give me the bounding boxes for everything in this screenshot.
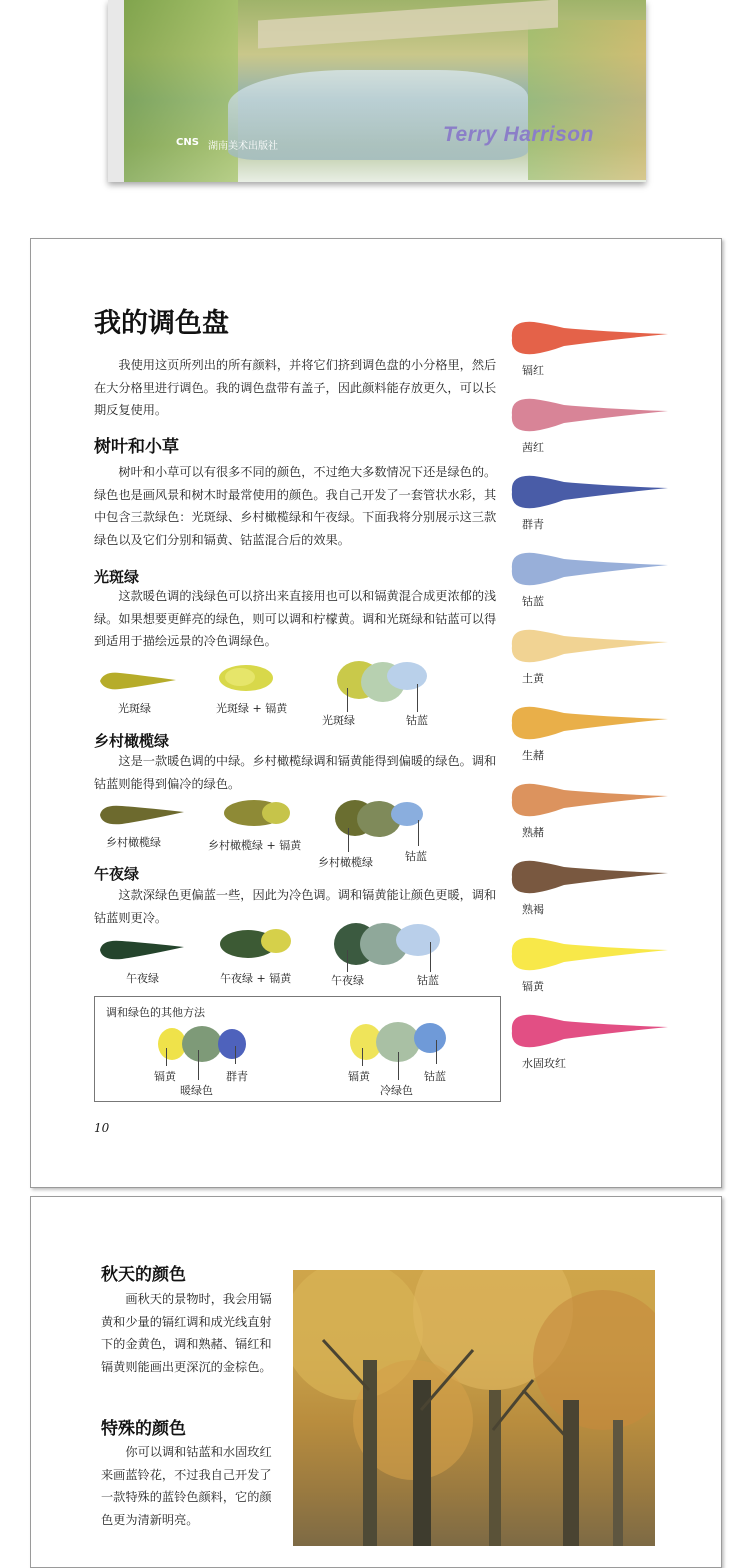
- section-paragraph: 树叶和小草可以有很多不同的颜色，不过绝大多数情况下还是绿色的。绿色也是画风景和树木时最常使用的颜色。我自己开发了一套管状水彩，其中包含三款绿色：光斑绿、乡村橄榄绿和午夜绿。下面我将分别展示这三款绿色以及它们分别和镉黄、钴蓝混合后的效果。: [94, 465, 497, 547]
- green-2-label-a: 乡村橄榄绿: [106, 836, 161, 849]
- palette-swatch: [508, 855, 678, 925]
- special-heading: 特殊的颜色: [101, 1419, 186, 1439]
- green-3-label-a: 午夜绿: [126, 972, 159, 985]
- green-1-paragraph: 这款暖色调的浅绿色可以挤出来直接用也可以和镉黄混合成更浓郁的浅绿。如果想要更鲜亮的绿色，则可以调和柠檬黄。调和光斑绿和钴蓝可以得到适用于描绘远景的冷色调绿色。: [94, 589, 497, 648]
- green-2-label-b: 乡村橄榄绿 + 镉黄: [208, 839, 302, 852]
- mix-left-label-1: 暖绿色: [180, 1084, 213, 1097]
- palette-label: 镉红: [522, 364, 544, 377]
- green-1-label-a: 光斑绿: [118, 702, 151, 715]
- green-2-heading: 乡村橄榄绿: [94, 732, 170, 750]
- palette-swatch: [508, 316, 678, 386]
- mix-box-title: 调和绿色的其他方法: [106, 1006, 205, 1019]
- mix-left-label-0: 镉黄: [154, 1070, 176, 1083]
- palette-stroke: [512, 553, 668, 585]
- book-cover-image: [108, 0, 646, 182]
- mix-right-pointer-a: [362, 1048, 363, 1066]
- cover-grass-right: [528, 20, 646, 180]
- palette-stroke: [512, 476, 668, 508]
- green-2-pointer-a: [348, 828, 349, 852]
- palette-stroke: [512, 938, 668, 970]
- cover-author: Terry Harrison: [443, 123, 594, 146]
- palette-swatch: [508, 932, 678, 1002]
- cover-spine: [108, 0, 124, 182]
- palette-column: [508, 316, 678, 1086]
- page-number: 10: [94, 1121, 110, 1135]
- special-paragraph: 你可以调和钴蓝和水固玫红来画蓝铃花，不过我自己开发了一款特殊的蓝铃色颜料，它的颜色更为清新明亮。: [101, 1445, 272, 1527]
- palette-stroke: [512, 1015, 668, 1047]
- mix-right-pointer-c: [436, 1040, 437, 1064]
- green-3-label-c2: 钴蓝: [417, 974, 439, 987]
- mix-right-label-1: 冷绿色: [380, 1084, 413, 1097]
- palette-swatch: [508, 701, 678, 771]
- palette-stroke: [512, 861, 668, 893]
- green-3-label-c1: 午夜绿: [331, 974, 364, 987]
- page-title: 我的调色盘: [94, 308, 229, 339]
- palette-stroke: [512, 322, 668, 354]
- green-1-yellow-swatch: [218, 664, 276, 692]
- green-1-pointer-a: [347, 688, 348, 712]
- palette-label: 茜红: [522, 441, 544, 454]
- autumn-paragraph: 画秋天的景物时，我会用镉黄和少量的镉红调和成光线直射下的金黄色，调和熟赭、镉红和镉黄则能画出更深沉的金棕色。: [101, 1292, 272, 1374]
- palette-label: 群青: [522, 518, 544, 531]
- mix-left-pointer-a: [166, 1048, 167, 1066]
- green-2-label-c2: 钴蓝: [405, 850, 427, 863]
- palette-label: 熟褐: [522, 903, 544, 916]
- palette-stroke: [512, 707, 668, 739]
- green-1-heading: 光斑绿: [94, 568, 140, 586]
- green-3-pointer-b: [430, 942, 431, 972]
- palette-label: 生赭: [522, 749, 544, 762]
- green-2-label-c1: 乡村橄榄绿: [318, 856, 373, 869]
- green-1-label-c2: 钴蓝: [406, 714, 428, 727]
- mix-left-label-2: 群青: [226, 1070, 248, 1083]
- green-3-swatch: [98, 937, 186, 963]
- palette-stroke: [512, 399, 668, 431]
- palette-label: 土黄: [522, 672, 544, 685]
- green-3-yellow-swatch: [218, 926, 292, 960]
- green-1-label-b: 光斑绿 + 镉黄: [216, 702, 288, 715]
- mix-right-pointer-b: [398, 1052, 399, 1080]
- section-heading: 树叶和小草: [94, 437, 179, 457]
- cover-grass: [108, 0, 238, 182]
- palette-swatch: [508, 624, 678, 694]
- mix-left-pointer-c: [235, 1046, 236, 1064]
- green-2-yellow-swatch: [222, 798, 292, 828]
- green-1-swatch: [98, 669, 178, 693]
- green-3-paragraph: 这款深绿色更偏蓝一些，因此为冷色调。调和镉黄能让颜色更暖，调和钴蓝则更冷。: [94, 888, 497, 925]
- green-1-blue-swatch: [335, 660, 430, 704]
- green-2-swatch: [98, 802, 186, 828]
- palette-stroke: [512, 630, 668, 662]
- intro-paragraph: 我使用这页所列出的所有颜料，并将它们挤到调色盘的小分格里，然后在大分格里进行调色。我的调色盘带有盖子，因此颜料能存放更久，可以长期反复使用。: [94, 358, 497, 417]
- palette-label: 钴蓝: [522, 595, 544, 608]
- palette-label: 水固玫红: [522, 1057, 566, 1070]
- publisher-name: 湖南美术出版社: [208, 141, 278, 152]
- mix-right-label-2: 钴蓝: [424, 1070, 446, 1083]
- green-2-paragraph: 这是一款暖色调的中绿。乡村橄榄绿调和镉黄能得到偏暖的绿色。调和钴蓝则能得到偏冷的绿色。: [94, 754, 497, 791]
- palette-label: 熟赭: [522, 826, 544, 839]
- palette-swatch: [508, 778, 678, 848]
- green-3-label-b: 午夜绿 + 镉黄: [220, 972, 292, 985]
- palette-label: 镉黄: [522, 980, 544, 993]
- green-3-pointer-a: [347, 950, 348, 972]
- autumn-tree-painting: [293, 1270, 655, 1546]
- green-1-pointer-b: [417, 684, 418, 712]
- green-2-pointer-b: [418, 820, 419, 846]
- green-3-heading: 午夜绿: [94, 865, 140, 883]
- cover-bridge: [258, 0, 558, 48]
- mix-left-pointer-b: [198, 1050, 199, 1080]
- palette-swatch: [508, 470, 678, 540]
- green-3-blue-swatch: [332, 920, 444, 968]
- autumn-heading: 秋天的颜色: [101, 1265, 186, 1285]
- publisher-logo: CNS: [176, 137, 199, 148]
- palette-swatch: [508, 393, 678, 463]
- palette-stroke: [512, 784, 668, 816]
- green-1-label-c1: 光斑绿: [322, 714, 355, 727]
- palette-swatch: [508, 547, 678, 617]
- palette-swatch: [508, 1009, 678, 1079]
- mix-right-label-0: 镉黄: [348, 1070, 370, 1083]
